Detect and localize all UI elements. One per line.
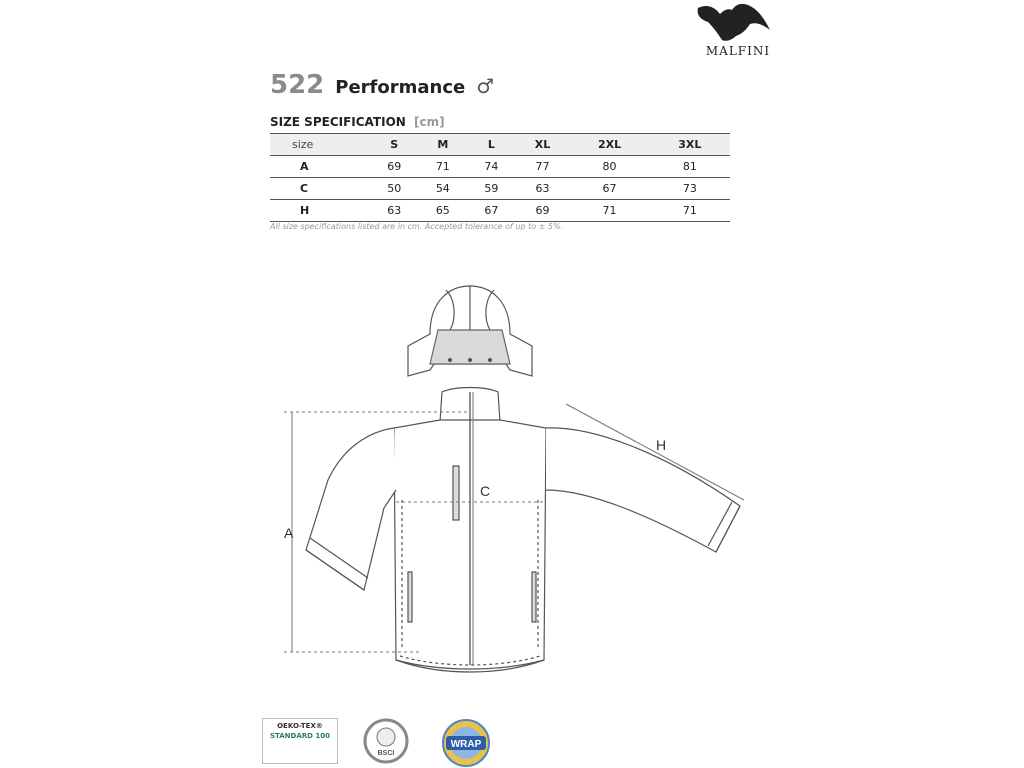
table-cell: 81 bbox=[650, 156, 730, 178]
eagle-icon bbox=[692, 0, 772, 44]
dimension-c-label: C bbox=[480, 483, 491, 499]
table-row bbox=[270, 156, 730, 178]
jacket-technical-drawing bbox=[270, 280, 760, 680]
gender-icon: ♂ bbox=[476, 74, 495, 98]
table-cell: 80 bbox=[569, 156, 649, 178]
dimension-h-label: H bbox=[656, 437, 667, 453]
row-label: A bbox=[270, 156, 370, 178]
table-cell: 71 bbox=[650, 200, 730, 222]
header-cell: S bbox=[370, 134, 419, 156]
jacket-drawing bbox=[306, 388, 740, 673]
dimension-a-label: A bbox=[284, 525, 294, 541]
table-cell: 59 bbox=[467, 178, 516, 200]
table-cell: 74 bbox=[467, 156, 516, 178]
product-title bbox=[270, 70, 494, 100]
header-cell: XL bbox=[516, 134, 570, 156]
size-table bbox=[270, 133, 730, 222]
header-cell: 3XL bbox=[650, 134, 730, 156]
brand-name: MALFINI bbox=[705, 44, 771, 58]
bsci-badge bbox=[363, 718, 409, 764]
header-cell: 2XL bbox=[569, 134, 649, 156]
table-cell: 73 bbox=[650, 178, 730, 200]
header-cell: M bbox=[419, 134, 468, 156]
header-cell: L bbox=[467, 134, 516, 156]
table-cell: 71 bbox=[569, 200, 649, 222]
header-cell: size bbox=[270, 134, 370, 156]
table-row bbox=[270, 178, 730, 200]
product-number: 522 bbox=[270, 70, 325, 100]
oeko-tex-badge bbox=[262, 718, 338, 764]
table-cell: 69 bbox=[370, 156, 419, 178]
spec-heading-text: SIZE SPECIFICATION bbox=[270, 115, 406, 129]
product-name: Performance bbox=[335, 77, 466, 98]
table-cell: 71 bbox=[419, 156, 468, 178]
spec-heading bbox=[270, 115, 445, 129]
row-label: C bbox=[270, 178, 370, 200]
oeko-standard: STANDARD 100 bbox=[269, 732, 331, 740]
row-label: H bbox=[270, 200, 370, 222]
table-cell: 67 bbox=[569, 178, 649, 200]
table-cell: 69 bbox=[516, 200, 570, 222]
table-cell: 63 bbox=[370, 200, 419, 222]
spec-unit: [cm] bbox=[414, 115, 445, 129]
table-cell: 63 bbox=[516, 178, 570, 200]
table-cell: 65 bbox=[419, 200, 468, 222]
oeko-title: OEKO-TEX® bbox=[277, 722, 323, 730]
malfini-logo bbox=[688, 0, 788, 64]
bsci-label: BSCI bbox=[377, 750, 395, 757]
table-header-row bbox=[270, 134, 730, 156]
wrap-badge bbox=[438, 718, 494, 768]
table-row bbox=[270, 200, 730, 222]
table-cell: 77 bbox=[516, 156, 570, 178]
hood-drawing bbox=[408, 286, 532, 376]
table-cell: 54 bbox=[419, 178, 468, 200]
table-cell: 67 bbox=[467, 200, 516, 222]
table-cell: 50 bbox=[370, 178, 419, 200]
tolerance-note: All size specifications listed are in cm. Accepted tolerance of up to ± 5%. bbox=[270, 222, 564, 231]
wrap-label: WRAP bbox=[450, 739, 482, 750]
